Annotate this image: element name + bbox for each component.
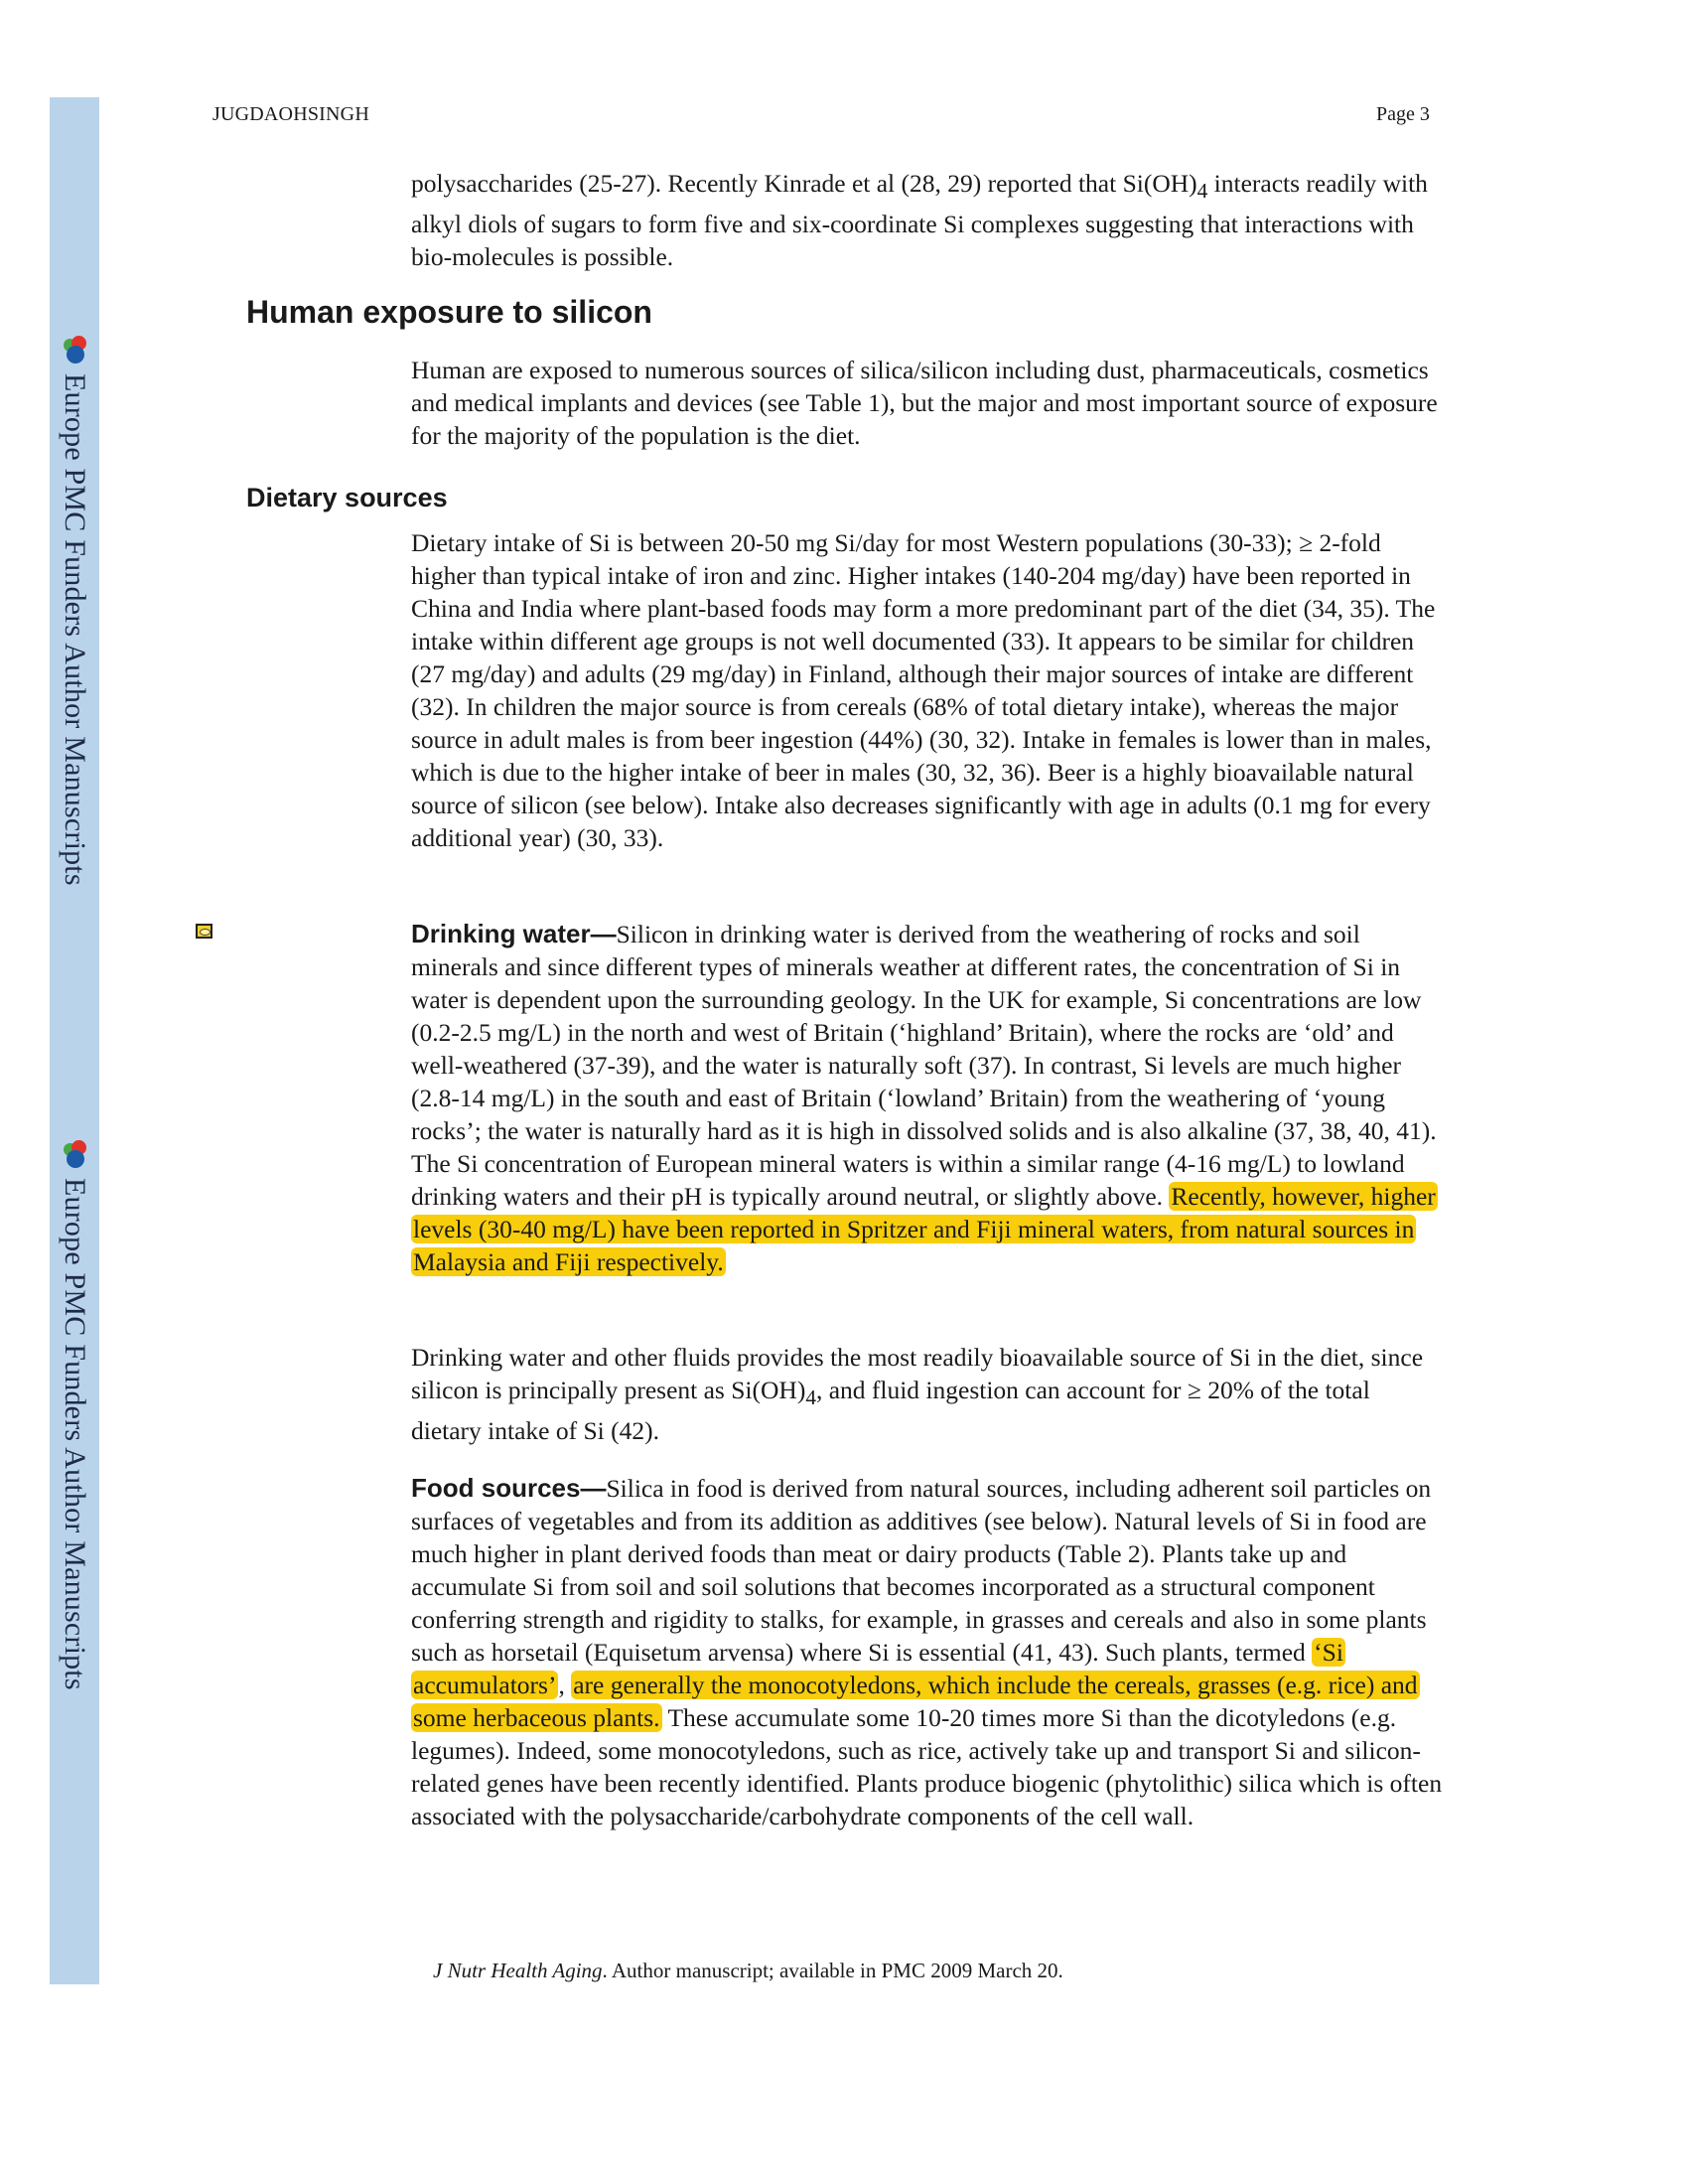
europe-pmc-sidebar [50,97,99,1984]
intro-paragraph: polysaccharides (25-27). Recently Kinrade et al (28, 29) reported that $Si(OH)_4$ interacts readily with alkyl diols of sugars to form five and six-coordinate Si complexes suggesting that interactions with bio-molecules is possible. [411,169,1428,272]
sidebar-text: Europe PMC Funders Author Manuscripts [59,1178,91,1690]
annotation-note-icon[interactable] [196,924,212,939]
journal-name: J Nutr Health Aging [433,1959,603,1982]
dietary-paragraph: Dietary intake of Si is between 20-50 mg Si/day for most Western populations (30-33); ≥ 2-fold higher than typical intake of iron and zinc. Higher intakes (140-204 mg/day) have been reported in China and India where plant-based foods may form a more predominant part of the diet (34, 35). The intake within different age groups is not well documented (33). It appears to be similar for children (27 mg/day) and adults (29 mg/day) in Finland, although their major sources of intake are different (32). In children the major source is from cereals (68% of total dietary intake), whereas the major source in adult males is from beer ingestion (44%) (30, 32). Intake in females is lower than in males, which is due to the higher intake of beer in males (30, 32, 36). Beer is a highly bioavailable natural source of silicon (see below). Intake also decreases significantly with age in adults (0.1 mg for every additional year) (30, 33). [411,528,1436,852]
drinking-water-paragraph: Drinking water—Silicon in drinking water is derived from the weathering of rocks and soil minerals and since different types of minerals weather at different rates, the concentration of Si in water is dependent upon the surrounding geology. In the UK for example, Si concentrations are low (0.2-2.5 mg/L) in the north and west of Britain (‘highland’ Britain), where the rocks are ‘old’ and well-weathered (37-39), and the water is naturally soft (37). In contrast, Si levels are much higher (2.8-14 mg/L) in the south and east of Britain (‘lowland’ Britain) from the weathering of ‘young rocks’; the water is naturally hard as it is high in dissolved solids and is also alkaline (37, 38, 40, 41). The Si concentration of European mineral waters is within a similar range (4-16 mg/L) to lowland drinking waters and their pH is typically around neutral, or slightly above. Recently, however, higher levels (30-40 mg/L) have been reported in Spritzer and Fiji mineral waters, from natural sources in Malaysia and Fiji respectively. [411,919,1437,1276]
sidebar-label-bottom [50,1140,99,1776]
footer-citation: J Nutr Health Aging. Author manuscript; available in PMC 2009 March 20. [433,1959,1063,1982]
section-heading-human-exposure: Human exposure to silicon [246,294,652,330]
page-number: Page 3 [1376,103,1430,125]
highlight-annotation[interactable]: ‘Si accumulators’ [413,1638,1343,1699]
highlight-annotation[interactable]: Recently, however, higher levels (30-40 mg/L) have been reported in Spritzer and Fiji mineral waters, from natural sources in Malaysia and Fiji respectively. [413,1182,1436,1276]
highlight-annotation[interactable]: are generally the monocotyledons, which include the cereals, grasses (e.g. rice) and some herbaceous plants. [413,1671,1418,1732]
sidebar-label-top [50,336,99,971]
exposure-paragraph: Human are exposed to numerous sources of silica/silicon including dust, pharmaceuticals, cosmetics and medical implants and devices (see Table 1), but the major and most important source of exposure for the majority of the population is the diet. [411,356,1438,450]
europe-pmc-logo-icon [61,336,88,365]
section-heading-dietary-sources: Dietary sources [246,483,448,512]
sidebar-text: Europe PMC Funders Author Manuscripts [59,373,91,886]
food-sources-paragraph: Food sources—Silica in food is derived from natural sources, including adherent soil particles on surfaces of vegetables and from its addition as additives (see below). Natural levels of Si in food are much higher in plant derived foods than meat or dairy products (Table 2). Plants take up and accumulate Si from soil and soil solutions that becomes incorporated as a structural component conferring strength and rigidity to stalks, for example, in grasses and cereals and also in some plants such as horsetail (Equisetum arvensa) where Si is essential (41, 43). Such plants, termed ‘Si accumulators’, are generally the monocotyledons, which include the cereals, grasses (e.g. rice) and some herbaceous plants. These accumulate some 10-20 times more Si than the dicotyledons (e.g. legumes). Indeed, some monocotyledons, such as rice, actively take up and transport Si and silicon-related genes have been recently identified. Plants produce biogenic (phytolithic) silica which is often associated with the polysaccharide/carbohydrate components of the cell wall. [411,1473,1443,1830]
running-header-author: JUGDAOHSINGH [212,103,369,125]
europe-pmc-logo-icon [61,1140,88,1170]
fluids-paragraph: Drinking water and other fluids provides the most readily bioavailable source of Si in the diet, since silicon is principally present as $Si(OH)_4$, and fluid ingestion can account for ≥ 20% of the total dietary intake of Si (42). [411,1343,1424,1446]
